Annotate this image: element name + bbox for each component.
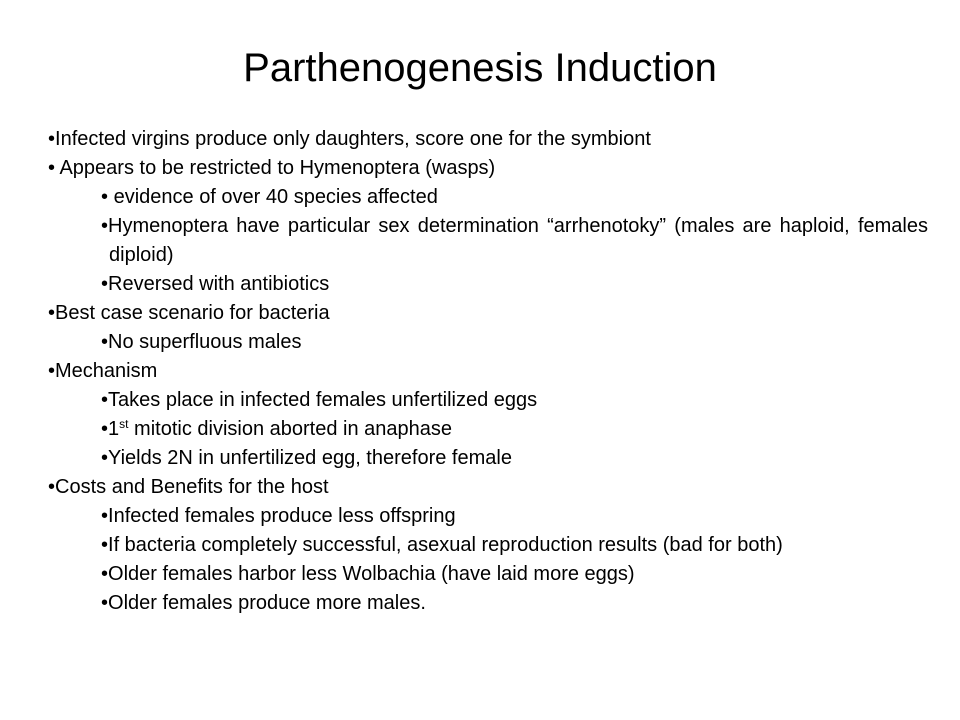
bullet-item xyxy=(48,473,928,502)
bullet-text: Older females produce more males. xyxy=(108,592,426,614)
bullet-glyph: • xyxy=(101,186,109,208)
sub-bullet-item xyxy=(48,531,928,560)
bullet-text: Hymenoptera have particular sex determination “arrhenotoky” (males are haploid, females diploid) xyxy=(108,215,928,266)
sub-bullet-item xyxy=(48,386,928,415)
bullet-glyph: • xyxy=(48,157,56,179)
sub-bullet-item xyxy=(48,502,928,531)
bullet-glyph: • xyxy=(101,418,109,440)
ordinal-superscript: st xyxy=(119,417,129,431)
sub-bullet-item xyxy=(48,270,928,299)
bullet-list xyxy=(48,125,928,618)
bullet-text-start: 1 xyxy=(108,418,120,440)
bullet-glyph: • xyxy=(101,534,109,556)
bullet-item xyxy=(48,125,928,154)
sub-bullet-item xyxy=(48,212,928,270)
sub-bullet-item xyxy=(48,444,928,473)
bullet-text: Appears to be restricted to Hymenoptera (wasps) xyxy=(55,157,496,179)
bullet-glyph: • xyxy=(48,128,56,150)
bullet-text: Yields 2N in unfertilized egg, therefore female xyxy=(108,447,512,469)
bullet-text: No superfluous males xyxy=(108,331,302,353)
sub-bullet-item xyxy=(48,415,928,444)
bullet-text: Takes place in infected females unfertilized eggs xyxy=(108,389,538,411)
bullet-text: Costs and Benefits for the host xyxy=(55,476,329,498)
bullet-glyph: • xyxy=(101,215,109,237)
bullet-glyph: • xyxy=(101,331,109,353)
bullet-glyph: • xyxy=(101,563,109,585)
sub-bullet-item xyxy=(48,183,928,212)
bullet-item xyxy=(48,299,928,328)
bullet-text: If bacteria completely successful, asexual reproduction results (bad for both) xyxy=(108,534,783,556)
bullet-item xyxy=(48,154,928,183)
slide-title: Parthenogenesis Induction xyxy=(243,46,717,90)
bullet-glyph: • xyxy=(101,447,109,469)
bullet-text: Older females harbor less Wolbachia (have laid more eggs) xyxy=(108,563,635,585)
bullet-glyph: • xyxy=(48,360,56,382)
bullet-text: Best case scenario for bacteria xyxy=(55,302,330,324)
bullet-text: evidence of over 40 species affected xyxy=(108,186,438,208)
bullet-glyph: • xyxy=(101,389,109,411)
sub-bullet-item xyxy=(48,328,928,357)
bullet-text-end: mitotic division aborted in anaphase xyxy=(128,418,453,440)
sub-bullet-item xyxy=(48,589,928,618)
bullet-glyph: • xyxy=(101,592,109,614)
bullet-text: Infected virgins produce only daughters, score one for the symbiont xyxy=(55,128,651,150)
bullet-glyph: • xyxy=(48,476,56,498)
bullet-glyph: • xyxy=(101,505,109,527)
sub-bullet-item xyxy=(48,560,928,589)
bullet-glyph: • xyxy=(101,273,109,295)
bullet-text: Mechanism xyxy=(55,360,158,382)
bullet-glyph: • xyxy=(48,302,56,324)
bullet-text: Reversed with antibiotics xyxy=(108,273,330,295)
bullet-item xyxy=(48,357,928,386)
bullet-text: Infected females produce less offspring xyxy=(108,505,456,527)
